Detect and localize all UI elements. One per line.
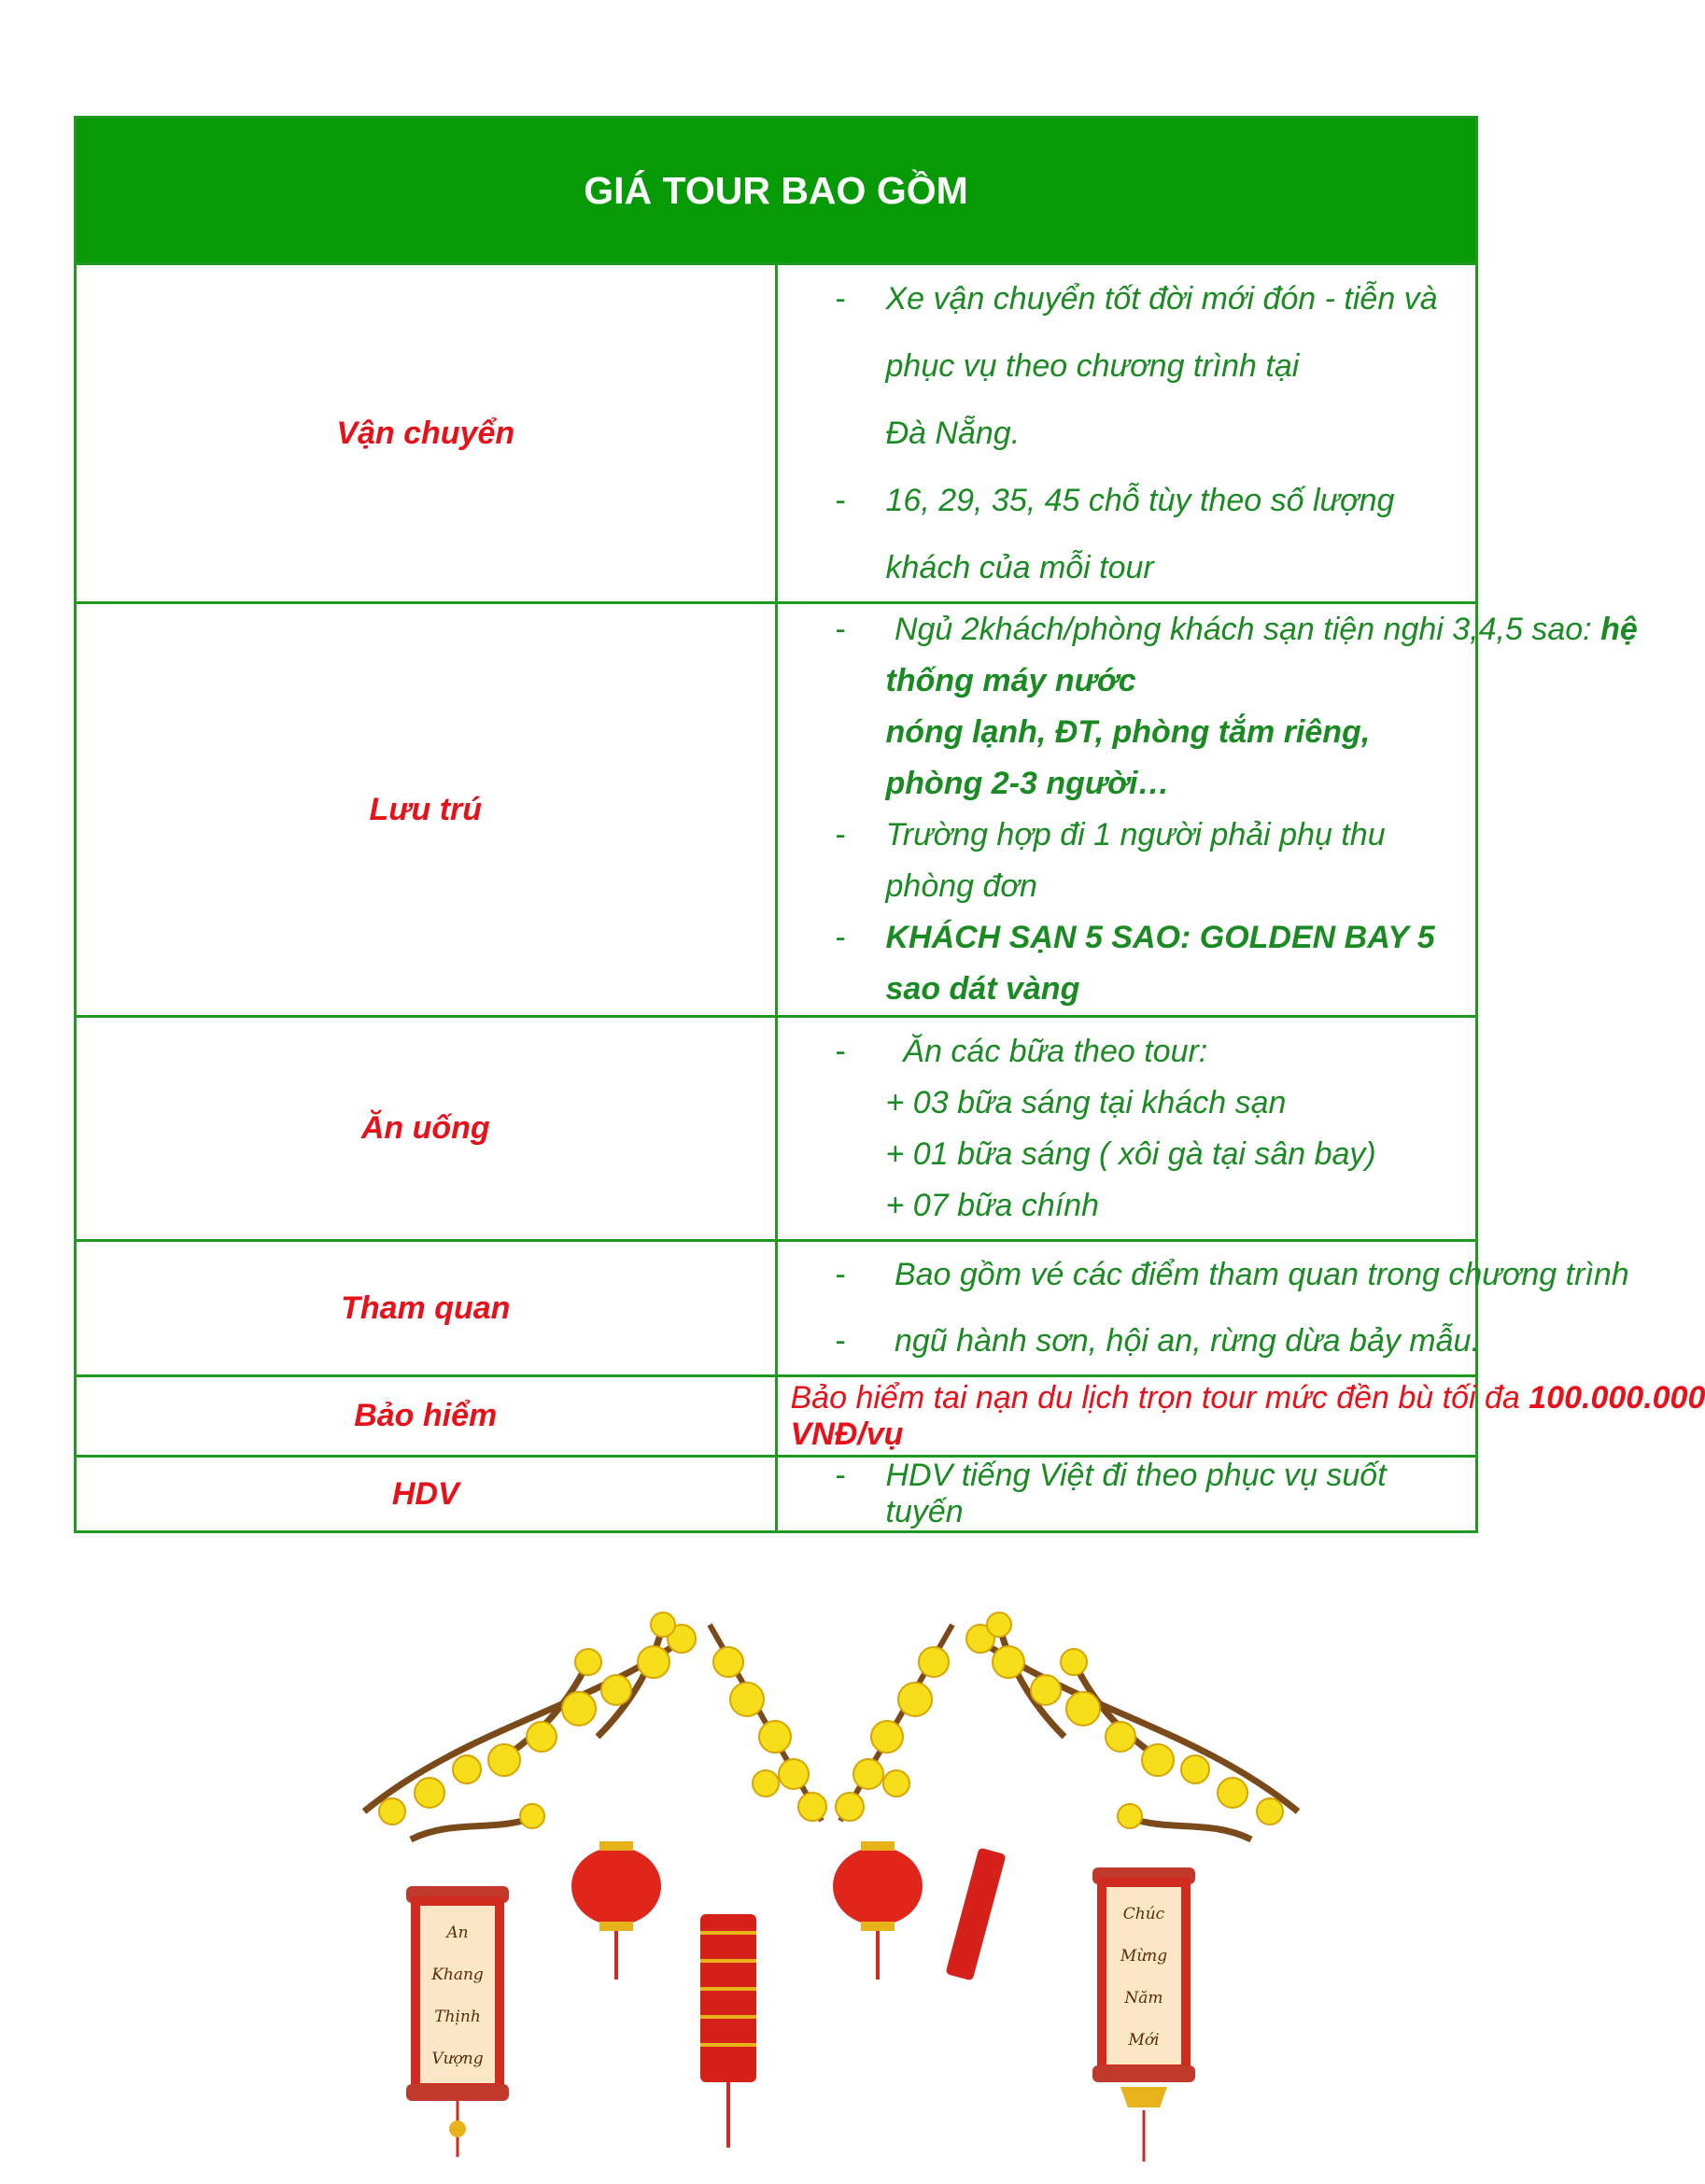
transport-line-1: Xe vận chuyển tốt đời mới đón - tiễn và phục vụ theo chương trình tại (885, 281, 1438, 384)
visit-line-2: ngũ hành sơn, hội an, rừng dừa bảy mẫu. (885, 1323, 1480, 1359)
insurance-text: Bảo hiểm tai nạn du lịch trọn tour mức đền bù tối đa (790, 1379, 1529, 1416)
left-scroll (406, 1886, 509, 2157)
row-content-guide: - HDV tiếng Việt đi theo phục vụ suốt tuyến (776, 1457, 1477, 1532)
table-row (76, 1017, 1477, 1241)
tet-decoration-illustration (355, 1606, 1307, 2166)
food-sub-3: + 07 bữa chính (885, 1187, 1100, 1223)
row-label-transport: Vận chuyển (76, 264, 777, 603)
guide-line-1: HDV tiếng Việt đi theo phục vụ suốt tuyến (885, 1458, 1387, 1529)
row-content-food: - Ăn các bữa theo tour: + 03 bữa sáng tại khách sạn + 01 bữa sáng ( xôi gà tại sân bay) + 07 bữa chính (776, 1017, 1477, 1241)
left-scroll-word-1: An (446, 1923, 469, 1942)
blossoms (379, 1613, 1283, 1828)
row-label-food: Ăn uống (76, 1017, 777, 1241)
row-label-stay: Lưu trú (76, 603, 777, 1017)
table-row (76, 1241, 1477, 1376)
row-label-visit: Tham quan (76, 1241, 777, 1376)
row-content-insurance (776, 1376, 1705, 1457)
food-sub-1: + 03 bữa sáng tại khách sạn (885, 1084, 1287, 1120)
stay-line-1: Ngủ 2khách/phòng khách sạn tiện nghi 3,4,5 sao: (885, 612, 1601, 647)
row-label-guide: HDV (76, 1457, 777, 1532)
stay-line-2: Trường hợp đi 1 người phải phụ thu phòng đơn (885, 817, 1386, 904)
left-scroll-word-2: Khang (431, 1966, 484, 1984)
right-scroll-word-4: Mới (1128, 2031, 1160, 2050)
right-scroll-word-3: Năm (1124, 1989, 1163, 2008)
table-title: GIÁ TOUR BAO GỒM (76, 118, 1477, 264)
apricot-branches (364, 1625, 1298, 1839)
insurance-amount: 100.000.000 VNĐ/vụ (790, 1379, 1705, 1452)
food-line-1: Ăn các bữa theo tour: (885, 1033, 1208, 1069)
right-scroll (1092, 1867, 1195, 2162)
transport-line-1-cont: Đà Nẵng. (885, 416, 1021, 451)
food-sub-2: + 01 bữa sáng ( xôi gà tại sân bay) (885, 1135, 1376, 1172)
tour-inclusions-table (74, 116, 1705, 1533)
row-content-transport: - Xe vận chuyển tốt đời mới đón - tiễn và phục vụ theo chương trình tại Đà Nẵng. - 16, 29, 35, 45 chỗ tùy theo số lượng khách của mỗi tour (776, 264, 1477, 603)
row-label-insurance: Bảo hiểm (76, 1376, 777, 1457)
stay-line-1-cont: nóng lạnh, ĐT, phòng tắm riêng, phòng 2-3 người… (885, 714, 1371, 801)
row-content-visit: - Bao gồm vé các điểm tham quan trong chương trình - ngũ hành sơn, hội an, rừng dừa bảy mẫu. (776, 1241, 1477, 1376)
table-row (76, 1376, 1477, 1457)
right-scroll-word-2: Mừng (1120, 1947, 1168, 1966)
stay-line-1-bold: hệ thống máy nước (885, 612, 1638, 698)
table-row (76, 264, 1477, 603)
stay-line-3: KHÁCH SẠN 5 SAO: GOLDEN BAY 5 sao dát vàng (885, 920, 1435, 1007)
transport-line-2: 16, 29, 35, 45 chỗ tùy theo số lượng khách của mỗi tour (885, 483, 1395, 585)
left-scroll-word-3: Thịnh (434, 2008, 481, 2026)
left-scroll-word-4: Vượng (431, 2050, 484, 2068)
right-scroll-word-1: Chúc (1122, 1905, 1165, 1923)
row-content-stay: - Ngủ 2khách/phòng khách sạn tiện nghi 3,4,5 sao: hệ thống máy nước nóng lạnh, ĐT, phòng tắm riêng, phòng 2-3 người… - Trường hợp đi 1 người phải phụ thu phòng đơn - KHÁCH SẠN 5 SAO: GOLDEN BAY 5 sao dát vàng (776, 603, 1477, 1017)
table-row (76, 1457, 1477, 1532)
table-row (76, 603, 1477, 1017)
visit-line-1: Bao gồm vé các điểm tham quan trong chương trình (885, 1257, 1629, 1292)
